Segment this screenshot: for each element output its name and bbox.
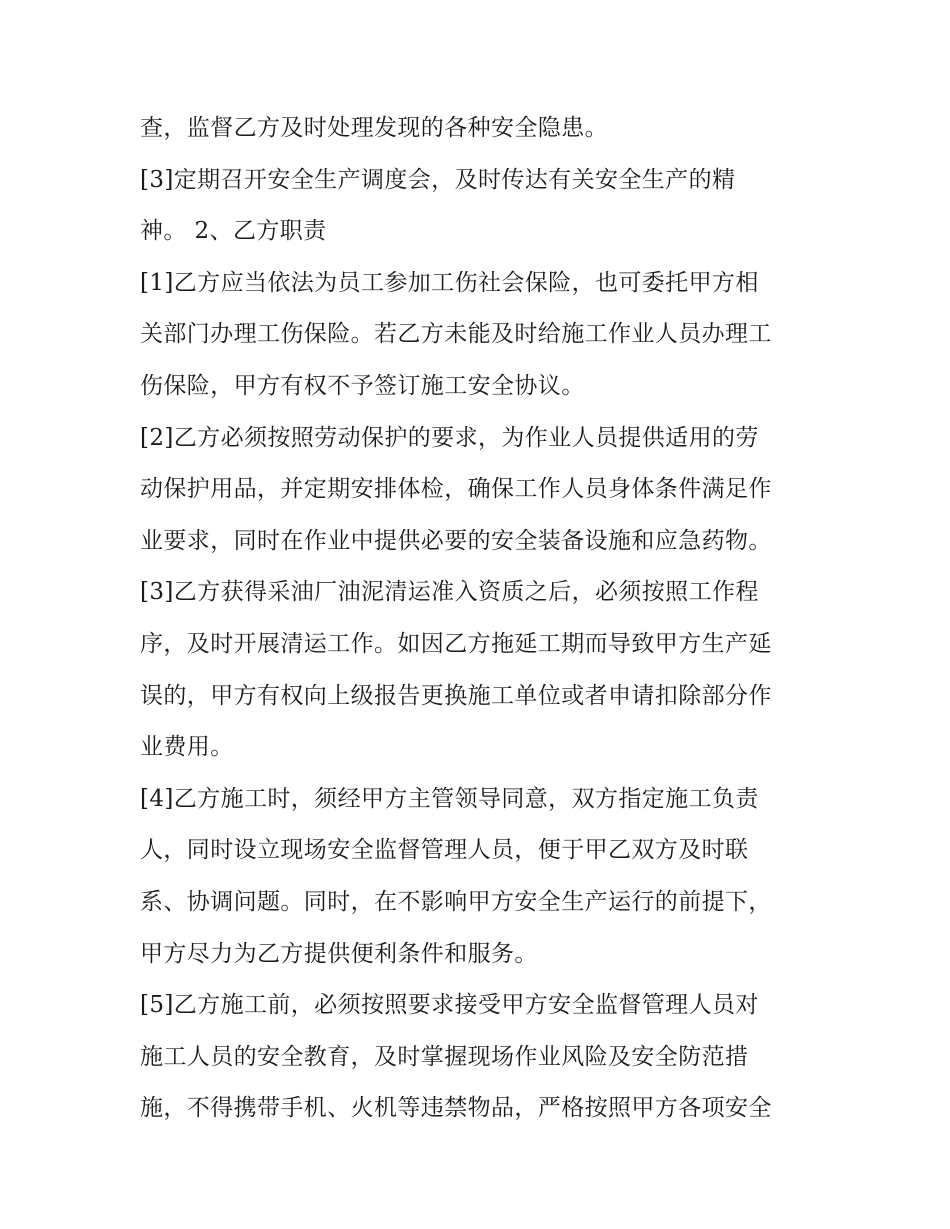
text-line: [5]乙方施工前，必须按照要求接受甲方安全监督管理人员对: [140, 992, 759, 1019]
text-line: [2]乙方必须按照劳动保护的要求，为作业人员提供适用的劳: [140, 424, 759, 451]
text-line: 施，不得携带手机、火机等违禁物品，严格按照甲方各项安全: [140, 1095, 772, 1122]
text-line: [3]定期召开安全生产调度会，及时传达有关安全生产的精: [140, 166, 736, 193]
text-line: 动保护用品，并定期安排体检，确保工作人员身体条件满足作: [140, 476, 772, 503]
text-line: 神。 2、乙方职责: [140, 218, 327, 245]
text-line: 业费用。: [140, 734, 234, 761]
text-line: 误的，甲方有权向上级报告更换施工单位或者申请扣除部分作: [140, 682, 772, 709]
text-line: 伤保险，甲方有权不予签订施工安全协议。: [140, 372, 585, 399]
text-line: 甲方尽力为乙方提供便利条件和服务。: [140, 940, 538, 967]
text-line: 系、协调问题。同时，在不影响甲方安全生产运行的前提下，: [140, 888, 772, 915]
text-line: 人，同时设立现场安全监督管理人员，便于甲乙双方及时联: [140, 837, 749, 864]
text-line: [1]乙方应当依法为员工参加工伤社会保险，也可委托甲方相: [140, 269, 759, 296]
document-body: [140, 103, 820, 1135]
text-line: 关部门办理工伤保险。若乙方未能及时给施工作业人员办理工: [140, 321, 772, 348]
text-line: 序，及时开展清运工作。如因乙方拖延工期而导致甲方生产延: [140, 630, 772, 657]
text-line: [4]乙方施工时，须经甲方主管领导同意，双方指定施工负责: [140, 785, 759, 812]
text-line: 业要求，同时在作业中提供必要的安全装备设施和应急药物。: [140, 527, 772, 554]
text-line: [3]乙方获得采油厂油泥清运准入资质之后，必须按照工作程: [140, 579, 759, 606]
text-line: 查，监督乙方及时处理发现的各种安全隐患。: [140, 115, 608, 141]
text-line: 施工人员的安全教育，及时掌握现场作业风险及安全防范措: [140, 1043, 749, 1070]
